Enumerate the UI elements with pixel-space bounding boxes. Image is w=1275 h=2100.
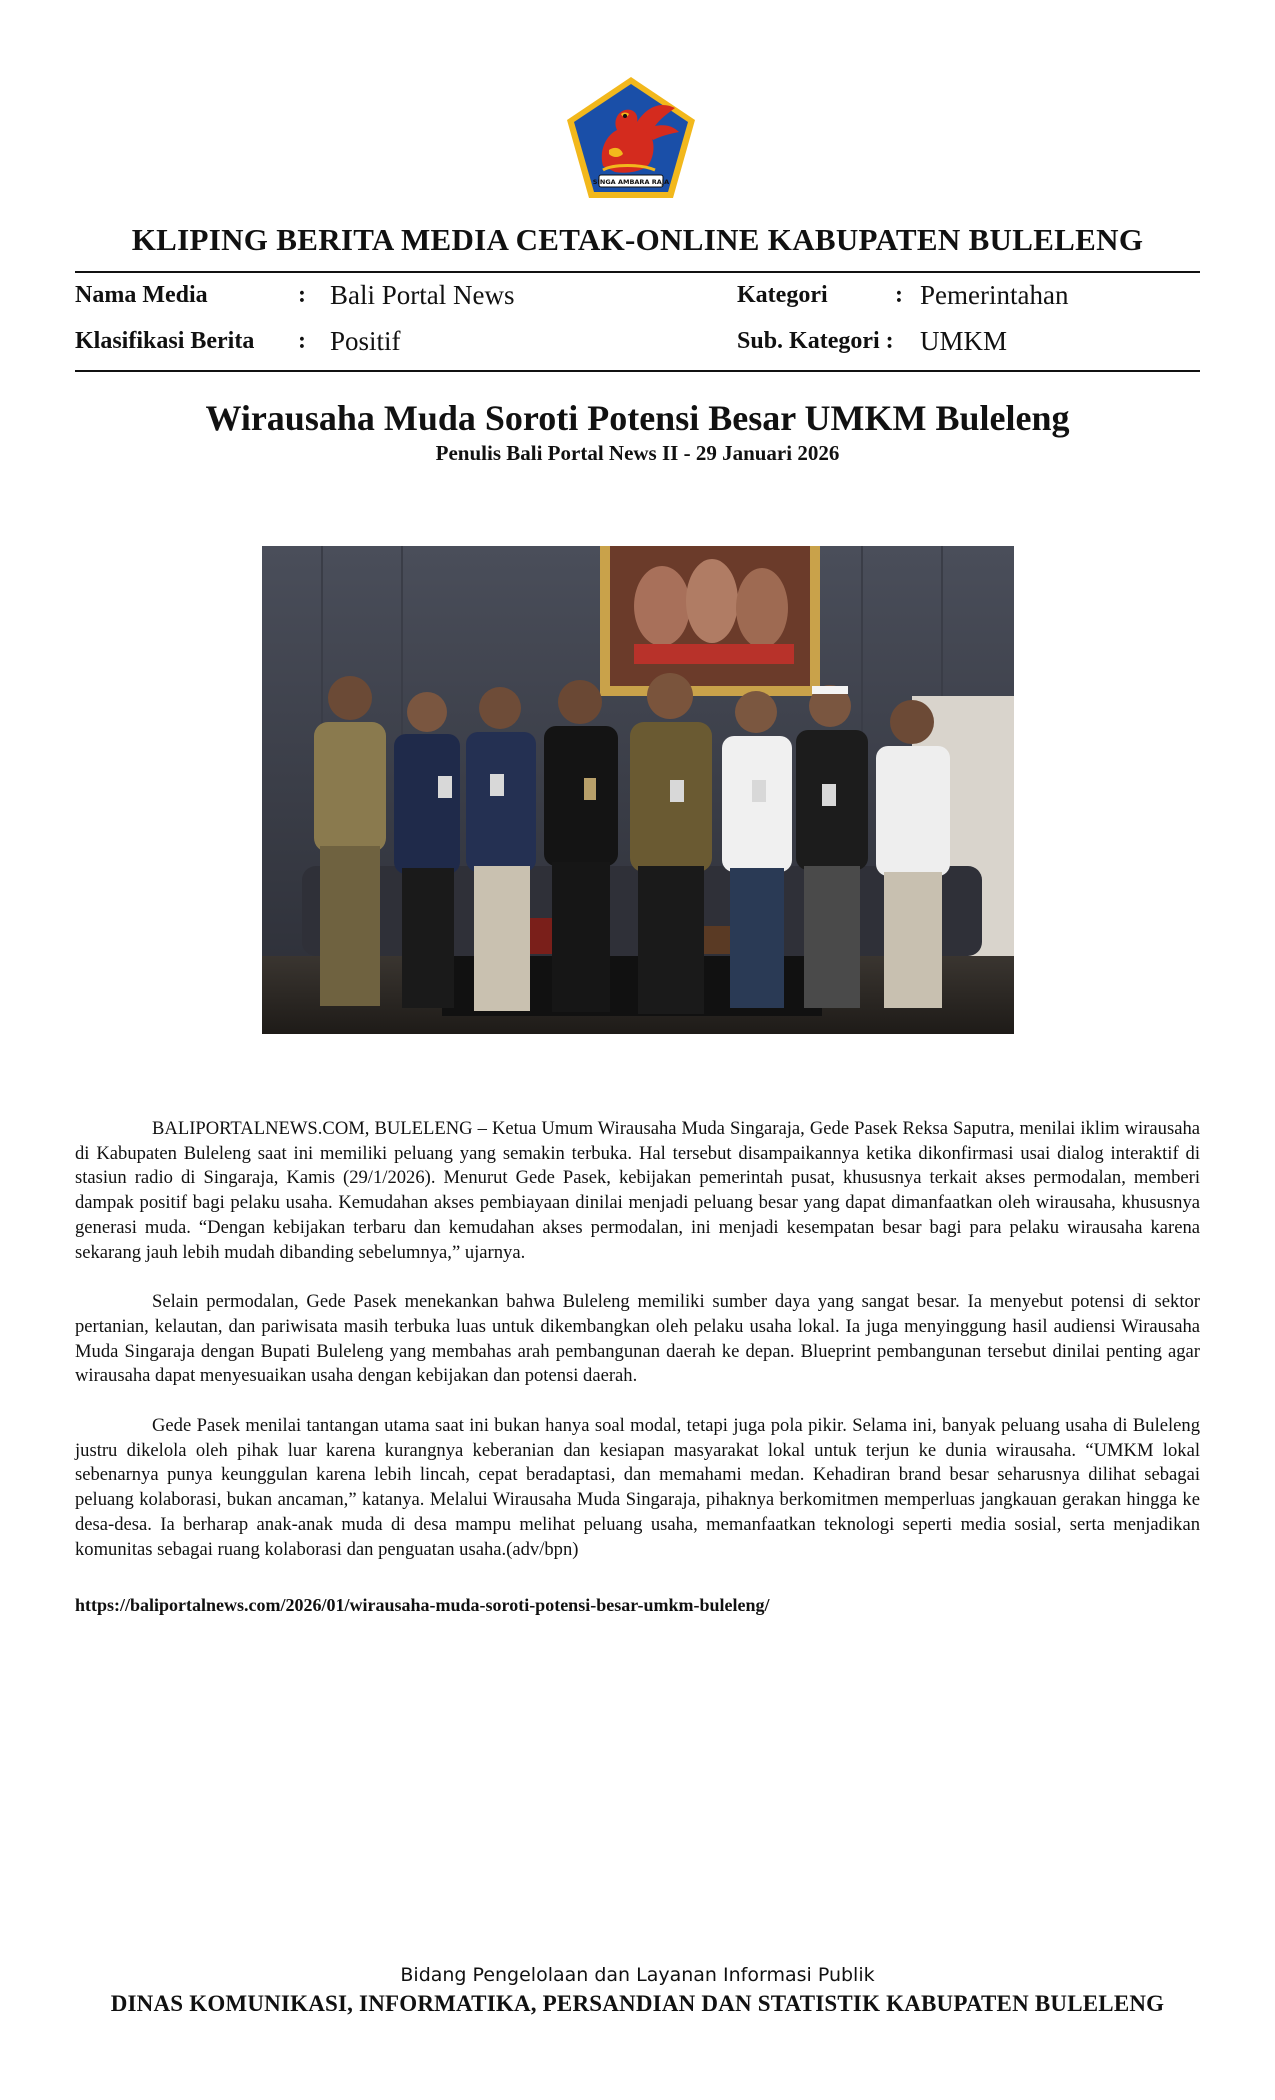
clipping-title: KLIPING BERITA MEDIA CETAK-ONLINE KABUPATEN BULELENG [131,222,1144,257]
classification-label: Klasifikasi Berita [75,328,255,354]
subcategory-label: Sub. Kategori : [737,328,894,354]
buleleng-regency-emblem-icon [563,74,699,202]
group-photo-image [262,546,1014,1034]
header-rule-top [75,271,1200,273]
article-paragraph-2: Selain permodalan, Gede Pasek menekankan bahwa Buleleng memiliki sumber daya yang sangat besar. Ia menyebut potensi di sektor pertanian, kelautan, dan pariwisata masih terbuka luas untuk dikembangkan oleh pelaku usaha lokal. Ia juga menyinggung hasil audiensi Wirausaha Muda Singaraja dengan Bupati Buleleng yang membahas arah pembangunan daerah ke depan. Blueprint pembangunan tersebut dinilai penting agar wirausaha dapat menyesuaikan usaha dengan kebijakan dan potensi daerah. [75,1291,1200,1387]
footer-agency: DINAS KOMUNIKASI, INFORMATIKA, PERSANDIAN DAN STATISTIK KABUPATEN BULELENG [110,1991,1165,2016]
article-body [75,1117,1200,1587]
article-headline: Wirausaha Muda Soroti Potensi Besar UMKM Buleleng [205,398,1070,438]
footer-division: Bidang Pengelolaan dan Layanan Informasi Publik [400,1964,875,1986]
header-rule-bottom [75,370,1200,372]
article-byline: Penulis Bali Portal News II - 29 Januari 2026 [435,441,840,465]
category-label: Kategori [737,282,828,308]
article-photo [262,546,1014,1034]
source-url-link[interactable]: https://baliportalnews.com/2026/01/wirausaha-muda-soroti-potensi-besar-umkm-buleleng/ [75,1595,770,1615]
media-name-label: Nama Media [75,282,208,308]
subcategory-value: UMKM [920,326,1008,356]
category-value: Pemerintahan [920,280,1069,310]
article-paragraph-1: BALIPORTALNEWS.COM, BULELENG – Ketua Umum Wirausaha Muda Singaraja, Gede Pasek Reksa Saputra, menilai iklim wirausaha di Kabupaten Buleleng saat ini memiliki peluang yang semakin terbuka. Hal tersebut disampaikannya ketika dikonfirmasi usai dialog interaktif di stasiun radio di Singaraja, Kamis (29/1/2026). Menurut Gede Pasek, kebijakan pemerintah pusat, khususnya terkait akses permodalan, memberi dampak positif bagi pelaku usaha. Kemudahan akses pembiayaan dinilai menjadi peluang besar yang dapat dimanfaatkan oleh wirausaha, khususnya generasi muda. “Dengan kebijakan terbaru dan kemudahan akses permodalan, ini menjadi kesempatan besar bagi para pelaku wirausaha karena sekarang jauh lebih mudah dibanding sebelumnya,” ujarnya. [75,1118,1200,1263]
classification-colon: : [298,328,306,354]
regency-emblem-logo [563,74,699,202]
media-name-value: Bali Portal News [330,280,515,310]
emblem-motto: SINGA AMBARA RAJA [592,178,670,186]
category-colon: : [895,282,903,308]
classification-value: Positif [330,326,401,356]
article-paragraph-3: Gede Pasek menilai tantangan utama saat ini bukan hanya soal modal, tetapi juga pola pikir. Selama ini, banyak peluang usaha di Buleleng justru dikelola oleh pihak luar karena kurangnya keberanian dan kesiapan masyarakat lokal untuk terjun ke dunia wirausaha. “UMKM lokal sebenarnya punya keunggulan karena lebih lincah, cepat beradaptasi, dan memahami medan. Kehadiran brand besar seharusnya dilihat sebagai peluang kolaborasi, bukan ancaman,” katanya. Melalui Wirausaha Muda Singaraja, pihaknya berkomitmen memperluas jangkauan gerakan hingga ke desa-desa. Ia berharap anak-anak muda di desa mampu melihat peluang usaha, memanfaatkan teknologi seperti media sosial, serta menjadikan komunitas sebagai ruang kolaborasi dan penguatan usaha.(adv/bpn) [75,1415,1200,1560]
media-name-colon: : [298,282,306,308]
